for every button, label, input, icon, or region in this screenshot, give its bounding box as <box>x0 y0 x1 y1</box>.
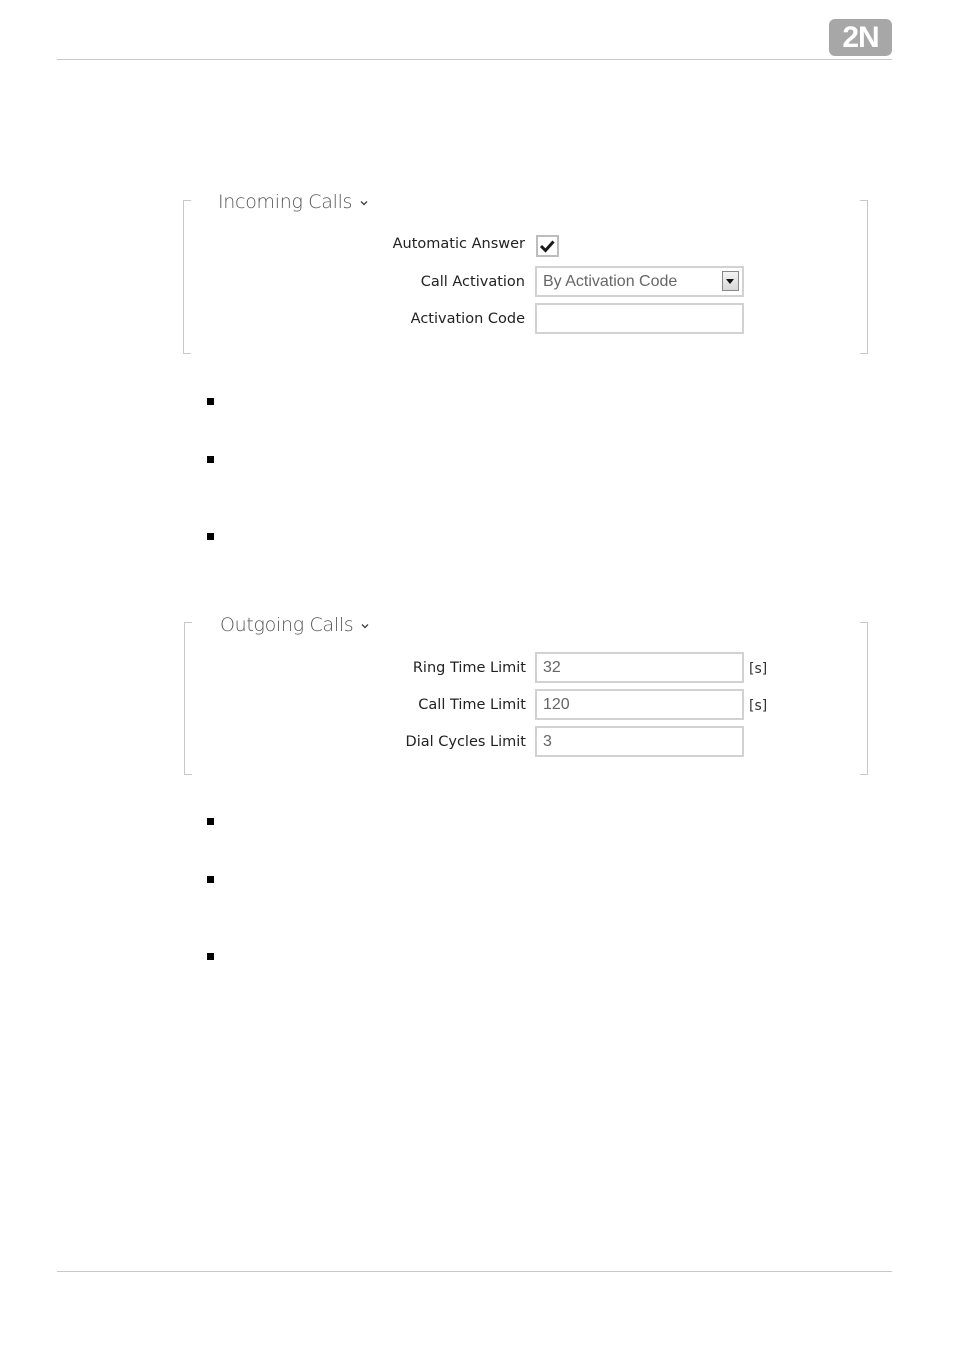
list-bullet <box>207 953 214 960</box>
section-bracket-left <box>184 622 192 775</box>
call-time-unit: [s] <box>749 698 768 714</box>
ring-time-limit-input[interactable]: 32 <box>535 652 744 683</box>
list-bullet <box>207 533 214 540</box>
list-bullet <box>207 456 214 463</box>
chevron-down-icon <box>359 620 371 632</box>
automatic-answer-checkbox[interactable] <box>536 235 559 257</box>
incoming-calls-header[interactable] <box>218 191 370 213</box>
section-title: Outgoing Calls <box>220 614 354 636</box>
section-bracket-right <box>860 200 868 354</box>
brand-logo: 2N <box>829 19 892 56</box>
chevron-down-icon <box>358 197 370 209</box>
list-bullet <box>207 876 214 883</box>
call-activation-value: By Activation Code <box>543 273 678 290</box>
section-bracket-right <box>860 622 868 775</box>
list-bullet <box>207 818 214 825</box>
outgoing-calls-header[interactable] <box>220 614 371 636</box>
activation-code-input[interactable] <box>535 303 744 334</box>
dropdown-arrow-icon[interactable] <box>722 271 739 291</box>
checkmark-icon <box>538 237 557 255</box>
list-bullet <box>207 398 214 405</box>
dial-cycles-limit-label: Dial Cycles Limit <box>405 734 526 750</box>
ring-time-unit: [s] <box>749 661 768 677</box>
call-time-limit-label: Call Time Limit <box>418 697 526 713</box>
automatic-answer-label: Automatic Answer <box>392 236 525 252</box>
activation-code-label: Activation Code <box>410 311 525 327</box>
section-bracket-left <box>183 200 191 354</box>
call-time-limit-input[interactable]: 120 <box>535 689 744 720</box>
header-divider <box>57 59 892 60</box>
section-title: Incoming Calls <box>218 191 353 213</box>
footer-divider <box>57 1271 892 1272</box>
call-activation-select[interactable] <box>535 266 744 297</box>
call-activation-label: Call Activation <box>420 274 525 290</box>
ring-time-limit-label: Ring Time Limit <box>412 660 526 676</box>
dial-cycles-limit-input[interactable]: 3 <box>535 726 744 757</box>
